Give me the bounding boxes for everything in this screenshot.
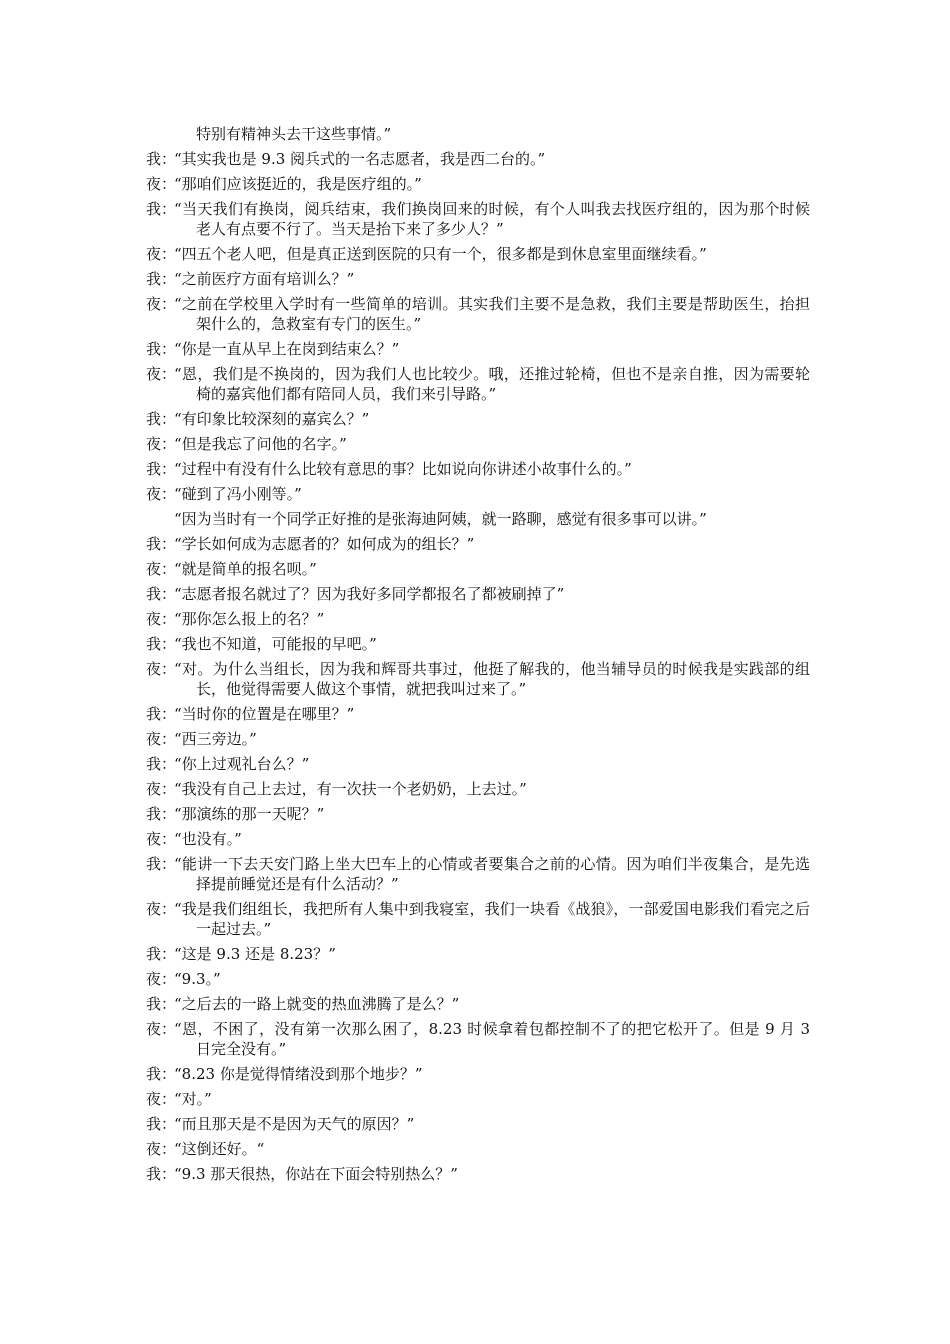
dialogue-text: “你上过观礼台么？” (174, 755, 310, 773)
dialogue-line (146, 854, 810, 894)
dialogue-line (146, 244, 810, 264)
dialogue-text: “能讲一下去天安门路上坐大巴车上的心情或者要集合之前的心情。因为咱们半夜集合，是先选择提前睡觉还是有什么活动？” (174, 855, 810, 893)
speaker-label: 夜： (146, 1090, 177, 1108)
speaker-label: 夜： (146, 245, 177, 263)
dialogue-text: “志愿者报名就过了？因为我好多同学都报名了都被刷掉了” (174, 585, 565, 603)
dialogue-text: 特别有精神头去干这些事情。” (196, 125, 392, 143)
dialogue-line (146, 779, 810, 799)
dialogue-text: “碰到了冯小刚等。” (174, 485, 302, 503)
speaker-label: 夜： (146, 830, 177, 848)
dialogue-text: “那演练的那一天呢？” (174, 805, 325, 823)
dialogue-text: “我没有自己上去过，有一次扶一个老奶奶，上去过。” (174, 780, 527, 798)
dialogue-line (146, 704, 810, 724)
dialogue-text: “恩，不困了，没有第一次那么困了，8.23 时候拿着包都控制不了的把它松开了。但是 9 月 3 日完全没有。” (174, 1020, 810, 1058)
dialogue-line (146, 1089, 810, 1109)
interview-dialogue (146, 124, 810, 1189)
speaker-label: 我： (146, 535, 177, 553)
speaker-label: 我： (146, 150, 177, 168)
speaker-label: 夜： (146, 295, 177, 313)
dialogue-line (146, 899, 810, 939)
speaker-label: 夜： (146, 175, 177, 193)
dialogue-line (146, 1139, 810, 1159)
speaker-label: 夜： (146, 660, 177, 678)
dialogue-text: “这倒还好。“ (174, 1140, 265, 1158)
dialogue-line (146, 294, 810, 334)
dialogue-line (146, 659, 810, 699)
speaker-label: 我： (146, 805, 177, 823)
dialogue-line (146, 559, 810, 579)
dialogue-line (146, 1019, 810, 1059)
speaker-label: 我： (146, 995, 177, 1013)
speaker-label: 我： (146, 945, 177, 963)
dialogue-line (146, 434, 810, 454)
dialogue-text: “之前医疗方面有培训么？” (174, 270, 355, 288)
speaker-label: 夜： (146, 780, 177, 798)
dialogue-text: “当时你的位置是在哪里？” (174, 705, 355, 723)
dialogue-line (146, 584, 810, 604)
dialogue-line (146, 634, 810, 654)
dialogue-text: “你是一直从早上在岗到结束么？” (174, 340, 400, 358)
speaker-label: 夜： (146, 365, 177, 383)
dialogue-text: “这是 9.3 还是 8.23？” (174, 945, 336, 963)
dialogue-line (146, 1064, 810, 1084)
speaker-label: 夜： (146, 1140, 177, 1158)
dialogue-text: “我是我们组组长，我把所有人集中到我寝室，我们一块看《战狼》，一部爱国电影我们看完之后一起过去。” (174, 900, 810, 938)
dialogue-text: “9.3。” (174, 970, 221, 988)
dialogue-text: “之前在学校里入学时有一些简单的培训。其实我们主要不是急救，我们主要是帮助医生，抬担架什么的，急救室有专门的医生。” (174, 295, 810, 333)
dialogue-text: “有印象比较深刻的嘉宾么？” (174, 410, 370, 428)
dialogue-text: “也没有。” (174, 830, 242, 848)
dialogue-text: “之后去的一路上就变的热血沸腾了是么？” (174, 995, 460, 1013)
speaker-label: 我： (146, 585, 177, 603)
dialogue-line (146, 534, 810, 554)
dialogue-text: “9.3 那天很热，你站在下面会特别热么？” (174, 1165, 458, 1183)
dialogue-line (146, 944, 810, 964)
speaker-label: 夜： (146, 970, 177, 988)
speaker-label: 我： (146, 855, 177, 873)
dialogue-text: “四五个老人吧，但是真正送到医院的只有一个，很多都是到休息室里面继续看。” (174, 245, 707, 263)
dialogue-text: “那你怎么报上的名？” (174, 610, 325, 628)
speaker-label: 我： (146, 1065, 177, 1083)
dialogue-line (146, 124, 810, 144)
dialogue-line (146, 459, 810, 479)
dialogue-line (146, 1164, 810, 1184)
dialogue-line (146, 149, 810, 169)
speaker-label: 夜： (146, 485, 177, 503)
dialogue-text: “西三旁边。” (174, 730, 257, 748)
dialogue-line (146, 729, 810, 749)
dialogue-text: “那咱们应该挺近的，我是医疗组的。” (174, 175, 422, 193)
dialogue-text: “学长如何成为志愿者的？如何成为的组长？” (174, 535, 475, 553)
dialogue-text: “过程中有没有什么比较有意思的事？比如说向你讲述小故事什么的。” (174, 460, 632, 478)
dialogue-text: “但是我忘了问他的名字。” (174, 435, 347, 453)
dialogue-line (146, 1114, 810, 1134)
dialogue-text: “因为当时有一个同学正好推的是张海迪阿姨，就一路聊，感觉有很多事可以讲。” (174, 510, 707, 528)
speaker-label: 我： (146, 1115, 177, 1133)
dialogue-text: “8.23 你是觉得情绪没到那个地步？” (174, 1065, 423, 1083)
speaker-label: 我： (146, 705, 177, 723)
dialogue-line (146, 994, 810, 1014)
dialogue-line (146, 804, 810, 824)
dialogue-text: “我也不知道，可能报的早吧。” (174, 635, 377, 653)
dialogue-line (146, 269, 810, 289)
speaker-label: 夜： (146, 900, 177, 918)
dialogue-text: “恩，我们是不换岗的，因为我们人也比较少。哦，还推过轮椅，但也不是亲自推，因为需要轮椅的嘉宾他们都有陪同人员，我们来引导路。” (174, 365, 810, 403)
dialogue-text: “而且那天是不是因为天气的原因？” (174, 1115, 415, 1133)
dialogue-text: “其实我也是 9.3 阅兵式的一名志愿者，我是西二台的。” (174, 150, 546, 168)
speaker-label: 夜： (146, 1020, 177, 1038)
speaker-label: 夜： (146, 435, 177, 453)
dialogue-line (146, 484, 810, 504)
speaker-label: 我： (146, 755, 177, 773)
dialogue-line (146, 199, 810, 239)
dialogue-text: “对。” (174, 1090, 212, 1108)
speaker-label: 我： (146, 340, 177, 358)
speaker-label: 我： (146, 635, 177, 653)
dialogue-text: “就是简单的报名呗。” (174, 560, 317, 578)
speaker-label: 夜： (146, 560, 177, 578)
dialogue-line (146, 754, 810, 774)
dialogue-line (146, 339, 810, 359)
dialogue-line (146, 409, 810, 429)
dialogue-line (146, 609, 810, 629)
dialogue-line (146, 174, 810, 194)
dialogue-line (146, 829, 810, 849)
speaker-label: 我： (146, 1165, 177, 1183)
dialogue-text: “对。为什么当组长，因为我和辉哥共事过，他挺了解我的，他当辅导员的时候我是实践部的组长，他觉得需要人做这个事情，就把我叫过来了。” (174, 660, 810, 698)
speaker-label: 我： (146, 460, 177, 478)
dialogue-line (146, 509, 810, 529)
dialogue-line (146, 364, 810, 404)
speaker-label: 我： (146, 270, 177, 288)
speaker-label: 夜： (146, 610, 177, 628)
dialogue-text: “当天我们有换岗，阅兵结束，我们换岗回来的时候，有个人叫我去找医疗组的，因为那个时候老人有点要不行了。当天是抬下来了多少人？” (174, 200, 810, 238)
speaker-label: 我： (146, 200, 177, 218)
speaker-label: 我： (146, 410, 177, 428)
dialogue-line (146, 969, 810, 989)
speaker-label: 夜： (146, 730, 177, 748)
